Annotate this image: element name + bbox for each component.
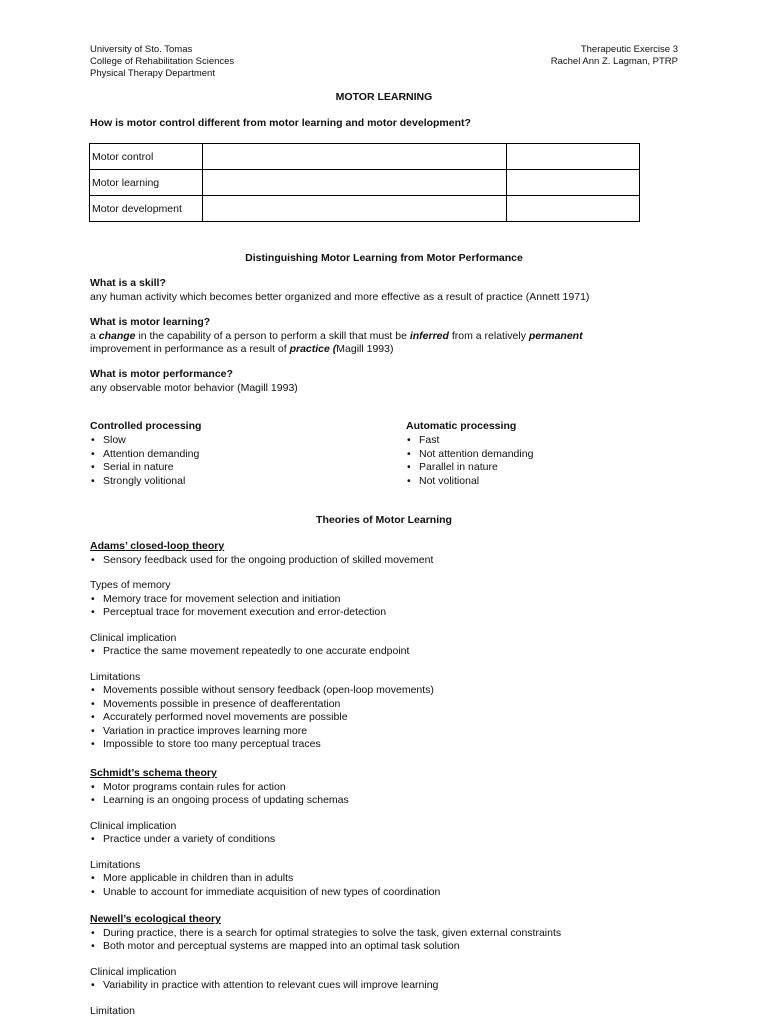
schmidt-theory-list: [90, 781, 690, 808]
motor-learning-question: What is motor learning?: [90, 316, 211, 328]
answer-text: Magill 1993): [336, 343, 394, 355]
list-item: • Parallel in nature: [406, 461, 533, 475]
header-institution: [90, 44, 234, 80]
automatic-processing-heading: Automatic processing: [406, 420, 517, 432]
header-course-name: Therapeutic Exercise 3: [580, 44, 678, 55]
limitations-label: Limitations: [90, 858, 141, 871]
schmidt-theory-heading: Schmidt’s schema theory: [90, 767, 217, 779]
list-item: • Not attention demanding: [406, 448, 533, 462]
list-item: • Sensory feedback used for the ongoing production of skilled movement: [90, 554, 690, 568]
list-item: • Memory trace for movement selection and initiation: [90, 593, 690, 607]
list-item: • Perceptual trace for movement execution and error-detection: [90, 606, 690, 620]
list-item: • Fast: [406, 434, 533, 448]
list-item: • Movements possible in presence of deafferentation: [90, 698, 690, 712]
table-cell: [507, 144, 640, 170]
page-title: MOTOR LEARNING: [335, 91, 433, 103]
table-cell: [203, 196, 507, 222]
table-cell: [203, 144, 507, 170]
list-item: • During practice, there is a search for optimal strategies to solve the task, given external constraints: [90, 927, 690, 941]
answer-text: a: [90, 329, 99, 342]
emphasis-practice: practice (: [289, 343, 337, 355]
list-item: • Impossible to store too many perceptual traces: [90, 738, 690, 752]
list-item: • Variability in practice with attention to relevant cues will improve learning: [90, 979, 690, 993]
header-university: University of Sto. Tomas: [90, 44, 193, 55]
table-row: [90, 196, 640, 222]
emphasis-inferred: inferred: [409, 329, 449, 342]
automatic-processing-column: [406, 420, 533, 489]
list-item: • Attention demanding: [90, 448, 201, 462]
table-cell: [203, 170, 507, 196]
limitations-list: [90, 684, 690, 752]
adams-theory-heading: Adams’ closed-loop theory: [90, 540, 225, 552]
newell-theory-heading: Newell’s ecological theory: [90, 913, 221, 925]
limitations-label: Limitations: [90, 670, 141, 683]
answer-text: improvement in performance as a result of: [90, 343, 290, 355]
adams-theory-list: [90, 554, 690, 568]
header-college: College of Rehabilitation Sciences: [90, 56, 235, 67]
list-item: • Not volitional: [406, 475, 533, 489]
list-item: • Both motor and perceptual systems are mapped into an optimal task solution: [90, 940, 690, 954]
header-course: [551, 44, 678, 68]
skill-definition: [90, 277, 690, 304]
comparison-table: [89, 143, 640, 222]
newell-theory-list: [90, 927, 690, 954]
list-item: • Unable to account for immediate acquisition of new types of coordination: [90, 886, 690, 900]
list-item: • Serial in nature: [90, 461, 201, 475]
list-item: • Practice the same movement repeatedly to one accurate endpoint: [90, 645, 690, 659]
memory-types-label: Types of memory: [90, 579, 171, 591]
comparison-question: How is motor control different from motor learning and motor development?: [90, 117, 471, 129]
motor-performance-question: What is motor performance?: [90, 368, 233, 380]
answer-text: in the capability of a person to perform a skill that must be: [135, 329, 410, 342]
answer-text: from a relatively: [448, 329, 529, 342]
clinical-implication-label: Clinical implication: [90, 631, 177, 644]
table-cell: [507, 170, 640, 196]
table-row-label: Motor development: [90, 196, 203, 222]
table-row-label: Motor control: [90, 144, 203, 170]
section-heading-theories: Theories of Motor Learning: [316, 514, 452, 526]
table-row-label: Motor learning: [90, 170, 203, 196]
motor-performance-answer: any observable motor behavior (Magill 1993): [90, 381, 298, 394]
clinical-implication-label: Clinical implication: [90, 819, 177, 832]
motor-learning-definition: [90, 316, 690, 357]
limitations-list: [90, 872, 690, 899]
memory-types-list: [90, 593, 690, 620]
schmidt-theory-section: [90, 767, 690, 899]
controlled-processing-column: [90, 420, 201, 489]
motor-learning-answer-line2: [90, 343, 690, 357]
automatic-processing-list: [406, 434, 533, 489]
controlled-processing-heading: Controlled processing: [90, 420, 202, 432]
list-item: • Strongly volitional: [90, 475, 201, 489]
section-heading-learning-vs-performance: Distinguishing Motor Learning from Motor Performance: [245, 252, 523, 264]
list-item: • Learning is an ongoing process of updating schemas: [90, 794, 690, 808]
table-cell: [507, 196, 640, 222]
clinical-implication-list: [90, 645, 690, 659]
table-row: [90, 144, 640, 170]
motor-performance-definition: [90, 368, 690, 395]
list-item: • Movements possible without sensory feedback (open-loop movements): [90, 684, 690, 698]
list-item: • Slow: [90, 434, 201, 448]
emphasis-permanent: permanent: [528, 329, 583, 342]
header-author: Rachel Ann Z. Lagman, PTRP: [550, 56, 678, 67]
adams-theory-section: [90, 540, 690, 752]
controlled-processing-list: [90, 434, 201, 489]
clinical-implication-list: [90, 979, 690, 993]
skill-question: What is a skill?: [90, 277, 166, 289]
list-item: • Accurately performed novel movements are possible: [90, 711, 690, 725]
list-item: • More applicable in children than in adults: [90, 872, 690, 886]
limitation-label: Limitation: [90, 1004, 135, 1017]
clinical-implication-label: Clinical implication: [90, 965, 177, 978]
table-row: [90, 170, 640, 196]
motor-learning-answer-line1: [90, 330, 690, 344]
clinical-implication-list: [90, 833, 690, 847]
emphasis-change: change: [98, 329, 136, 342]
skill-answer: any human activity which becomes better organized and more effective as a result of practice (Annett 1971): [90, 290, 590, 303]
header-department: Physical Therapy Department: [90, 68, 215, 79]
list-item: • Variation in practice improves learning more: [90, 725, 690, 739]
list-item: • Motor programs contain rules for action: [90, 781, 690, 795]
newell-theory-section: [90, 913, 690, 1018]
list-item: • Practice under a variety of conditions: [90, 833, 690, 847]
